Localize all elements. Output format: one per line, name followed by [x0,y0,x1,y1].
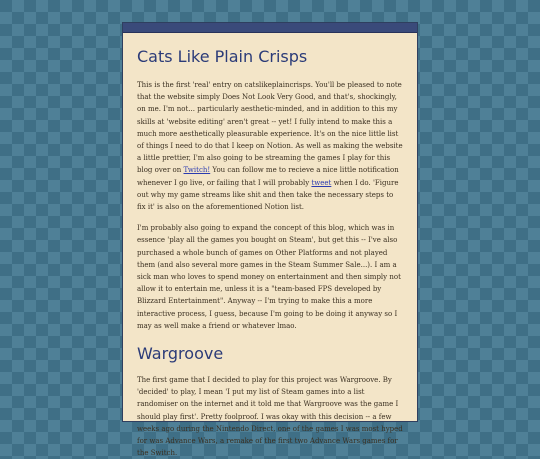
top-bar [123,23,417,33]
blog-page [122,22,418,458]
paragraph-text: when I do. 'Figure out why my game streams like shit and then take the necessary steps to fix it' is also on the aforementioned Notion list. [137,178,399,212]
paragraph-text: You can follow me to recieve a nice little notification whenever I go live, or failing that I will probably [137,166,399,187]
post-paragraph-3: The first game that I decided to play for this project was Wargroove. By 'decided' to play, I mean 'I put my list of Steam games into a list randomiser on the internet and it told me that Wargroove was the game I should play first'. Pretty foolproof. I was okay with this decision -- a few weeks ago during the Nintendo Direct, one of the games I was most hyped for was Advance Wars, a remake of the first two Advance Wars games for the Switch. [137,376,403,458]
post-paragraph-2: I'm probably also going to expand the concept of this blog, which was in essence 'play all the games you bought on Steam', but get this -- I've also purchased a whole bunch of games on Other Platforms and not played them (and also several more games in the Steam Summer Sale...). I am a sick man who loves to spend money on entertainment and then simply not allow it to entertain me, unless it is a "team-based FPS developed by Blizzard Entertainment". Anyway -- I'm trying to make this a more interactive process, I guess, because I'm going to be doing it anyway so I may as well make a friend or whatever lmao. [137,224,401,330]
post-paragraph-1 [137,79,403,213]
twitch-link[interactable]: Twitch! [183,166,211,175]
paragraph-text: This is the first 'real' entry on catslikeplaincrisps. You'll be pleased to note that the website simply Does Not Look Very Good, and that's, shockingly, on me. I'm not... particularly aesthetic-minded, and in addition to this my skills at 'website editing' aren't great -- yet! I fully intend to make this a much more aesthetically pleasurable experience. It's on the nice little list of things I need to do that I keep on Notion. As well as making the website a little prettier, I'm also going to be streaming the games I play for this blog over on [137,81,403,175]
tweet-link[interactable]: tweet [311,178,332,187]
site-title: Cats Like Plain Crisps [137,47,308,66]
section-heading: Wargroove [137,344,224,364]
post-content [123,33,417,459]
